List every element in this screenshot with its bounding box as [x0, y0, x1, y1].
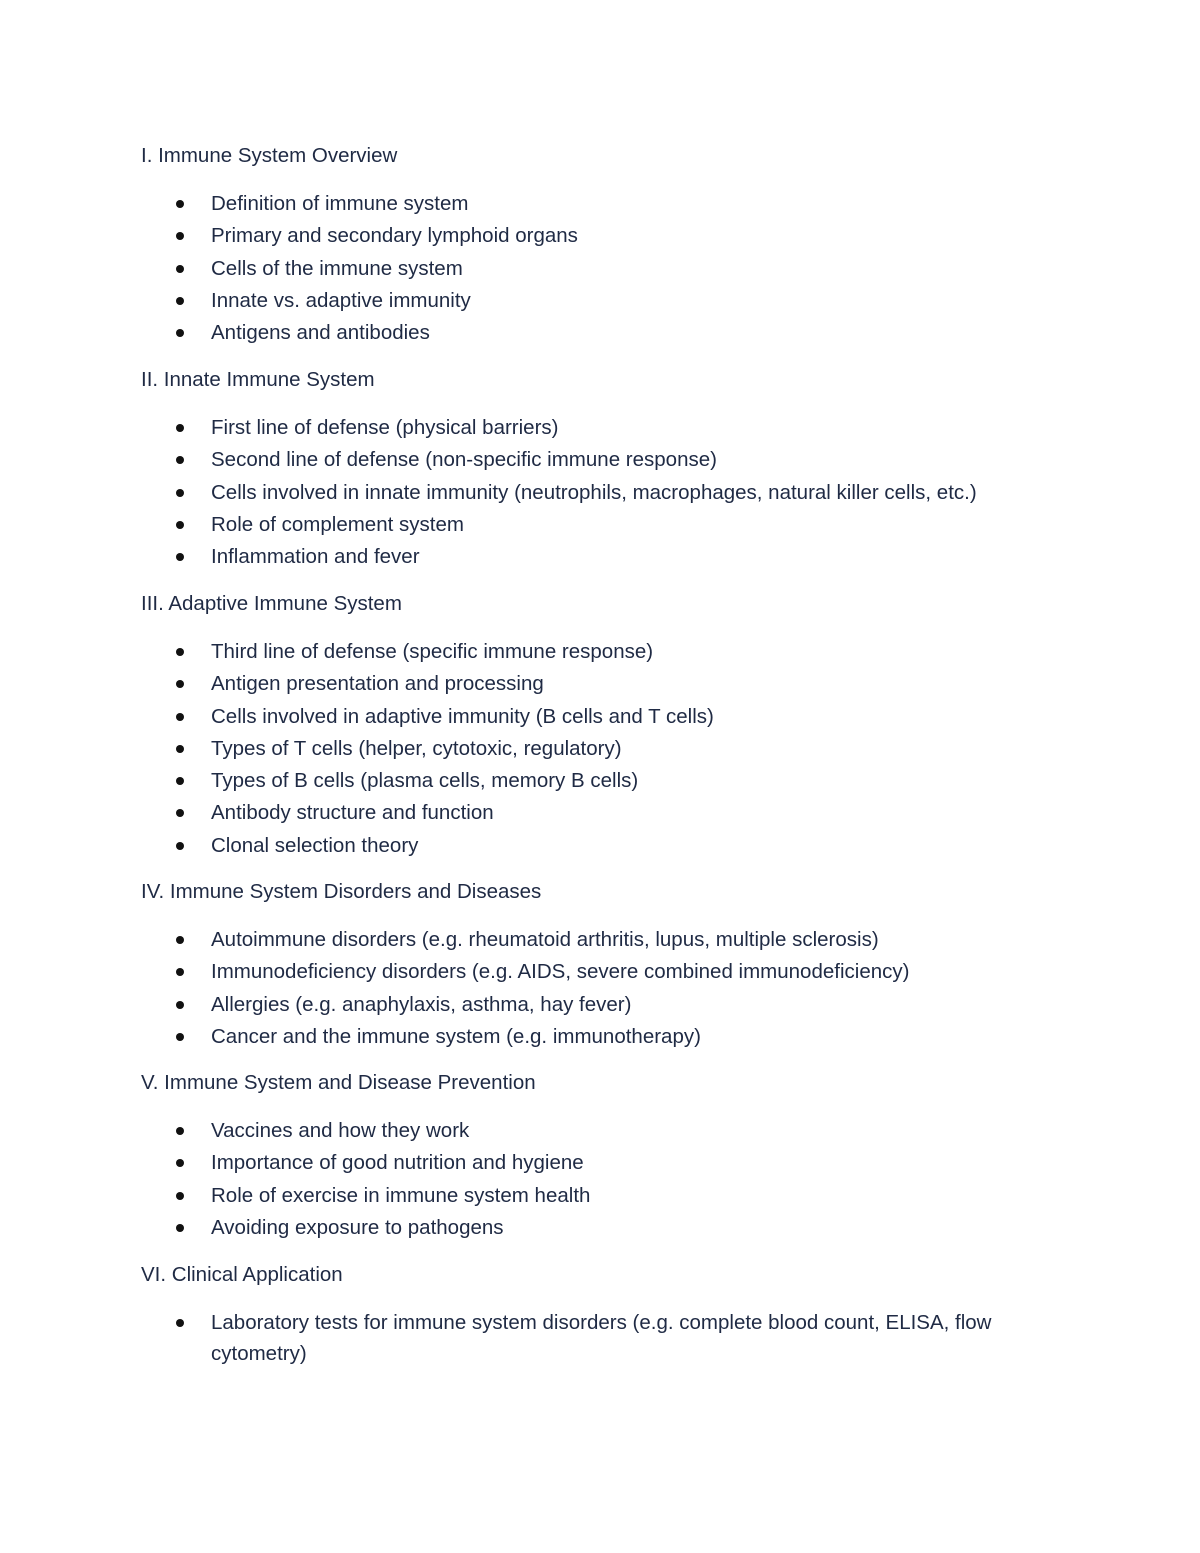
- bullet-icon: [176, 1159, 184, 1167]
- list-item: [141, 1212, 1061, 1244]
- list-item: [141, 1180, 1061, 1212]
- list-item-text: Second line of defense (non-specific immune response): [211, 448, 717, 472]
- bullet-icon: [176, 1224, 184, 1232]
- list-item-text: Role of complement system: [211, 512, 464, 536]
- bullet-icon: [176, 521, 184, 529]
- bullet-list: [141, 924, 1061, 1053]
- list-item-text: Importance of good nutrition and hygiene: [211, 1151, 584, 1175]
- list-item-text: First line of defense (physical barriers): [211, 416, 559, 439]
- list-item-text: Cells involved in adaptive immunity (B cells and T cells): [211, 704, 714, 728]
- bullet-icon: [176, 1033, 184, 1041]
- list-item-text: Innate vs. adaptive immunity: [211, 288, 471, 312]
- list-item-text: Antibody structure and function: [211, 801, 494, 825]
- section-heading: V. Immune System and Disease Prevention: [141, 1071, 536, 1094]
- bullet-icon: [176, 200, 184, 208]
- list-item-text: Types of B cells (plasma cells, memory B cells): [211, 769, 639, 793]
- bullet-icon: [176, 456, 184, 464]
- list-item-text: Role of exercise in immune system health: [211, 1183, 591, 1207]
- list-item: [141, 188, 1061, 220]
- list-item-text: Cells of the immune system: [211, 256, 463, 280]
- list-item-text: Antigen presentation and processing: [211, 672, 544, 696]
- list-item-text: Third line of defense (specific immune response): [211, 640, 654, 663]
- bullet-icon: [176, 680, 184, 688]
- list-item: [141, 317, 1061, 349]
- bullet-icon: [176, 1192, 184, 1200]
- list-item-text: Primary and secondary lymphoid organs: [211, 224, 578, 248]
- section-innate-immune-system: [141, 367, 1061, 569]
- bullet-icon: [176, 745, 184, 753]
- bullet-list: [141, 1115, 1061, 1244]
- list-item: [141, 285, 1061, 317]
- list-item: [141, 1021, 1061, 1053]
- list-item: [141, 220, 1061, 252]
- list-item: [141, 1115, 1061, 1147]
- list-item: [141, 444, 1061, 476]
- bullet-icon: [176, 1127, 184, 1135]
- section-adaptive-immune-system: [141, 591, 1061, 857]
- list-item-text: Avoiding exposure to pathogens: [211, 1215, 504, 1239]
- list-item-text: Allergies (e.g. anaphylaxis, asthma, hay fever): [211, 992, 632, 1016]
- list-item: [141, 477, 1061, 509]
- list-item: [141, 412, 1061, 444]
- bullet-icon: [176, 713, 184, 721]
- list-item: [141, 733, 1061, 765]
- bullet-icon: [176, 265, 184, 273]
- list-item: [141, 636, 1061, 668]
- bullet-icon: [176, 842, 184, 850]
- bullet-icon: [176, 297, 184, 305]
- list-item: [141, 765, 1061, 797]
- list-item: [141, 668, 1061, 700]
- section-heading: VI. Clinical Application: [141, 1263, 343, 1286]
- bullet-icon: [176, 329, 184, 337]
- bullet-icon: [176, 553, 184, 561]
- bullet-list: [141, 1307, 1061, 1369]
- list-item: [141, 1307, 1041, 1369]
- list-item: [141, 989, 1061, 1021]
- list-item: [141, 1147, 1061, 1179]
- list-item-text: Cells involved in innate immunity (neutrophils, macrophages, natural killer cells, etc.): [211, 480, 977, 504]
- list-item: [141, 830, 1061, 862]
- bullet-icon: [176, 1319, 184, 1327]
- section-heading: III. Adaptive Immune System: [141, 592, 402, 615]
- list-item-text: Immunodeficiency disorders (e.g. AIDS, severe combined immunodeficiency): [211, 960, 910, 984]
- bullet-list: [141, 412, 1061, 573]
- section-heading: I. Immune System Overview: [141, 144, 398, 167]
- list-item-text: Vaccines and how they work: [211, 1119, 470, 1142]
- list-item-text: Laboratory tests for immune system disorders (e.g. complete blood count, ELISA, flow cytometry): [211, 1311, 992, 1365]
- bullet-icon: [176, 936, 184, 944]
- list-item-text: Autoimmune disorders (e.g. rheumatoid arthritis, lupus, multiple sclerosis): [211, 928, 879, 951]
- bullet-icon: [176, 1001, 184, 1009]
- list-item: [141, 701, 1061, 733]
- list-item-text: Clonal selection theory: [211, 833, 419, 857]
- list-item: [141, 509, 1061, 541]
- list-item-text: Cancer and the immune system (e.g. immunotherapy): [211, 1024, 701, 1048]
- bullet-icon: [176, 968, 184, 976]
- section-immune-system-disorders: [141, 879, 1061, 1048]
- list-item: [141, 253, 1061, 285]
- list-item: [141, 956, 1061, 988]
- list-item-text: Inflammation and fever: [211, 545, 420, 569]
- list-item-text: Types of T cells (helper, cytotoxic, regulatory): [211, 736, 622, 760]
- section-disease-prevention: [141, 1070, 1061, 1239]
- bullet-icon: [176, 777, 184, 785]
- list-item: [141, 797, 1061, 829]
- list-item: [141, 541, 1061, 573]
- section-immune-system-overview: [141, 143, 1061, 345]
- bullet-icon: [176, 489, 184, 497]
- bullet-list: [141, 636, 1061, 862]
- bullet-icon: [176, 232, 184, 240]
- list-item-text: Definition of immune system: [211, 192, 469, 215]
- list-item-text: Antigens and antibodies: [211, 321, 430, 345]
- section-heading: II. Innate Immune System: [141, 368, 375, 391]
- list-item: [141, 924, 1061, 956]
- bullet-icon: [176, 648, 184, 656]
- bullet-list: [141, 188, 1061, 349]
- bullet-icon: [176, 424, 184, 432]
- bullet-icon: [176, 809, 184, 817]
- section-clinical-application: [141, 1262, 1061, 1365]
- section-heading: IV. Immune System Disorders and Diseases: [141, 880, 542, 903]
